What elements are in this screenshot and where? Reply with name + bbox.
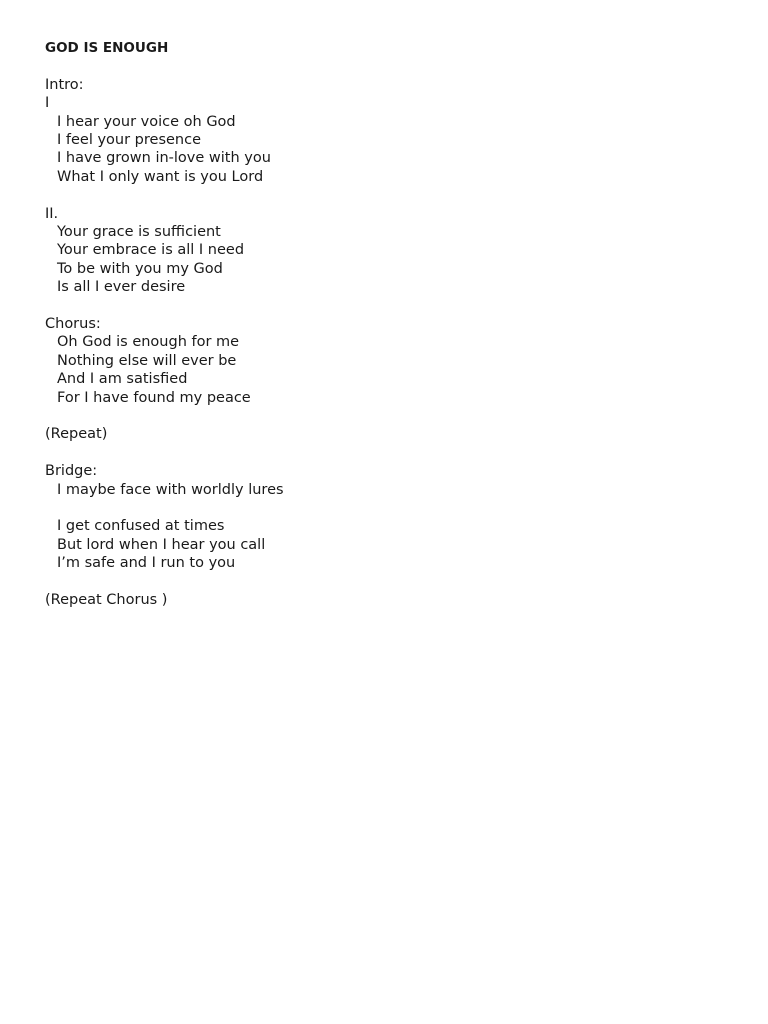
- intro-line: What I only want is you Lord: [57, 168, 264, 185]
- repeat-note: (Repeat): [45, 426, 108, 443]
- verse-two-line: Your grace is sufficient: [57, 224, 221, 241]
- document-title: GOD IS ENOUGH: [45, 40, 169, 56]
- repeat-section: [45, 425, 725, 443]
- intro-line: I feel your presence: [57, 132, 202, 149]
- verse-two-line: Is all I ever desire: [57, 279, 186, 296]
- verse-two-section: [45, 205, 725, 297]
- verse-two-line: To be with you my God: [57, 260, 223, 277]
- bridge-line: But lord when I hear you call: [57, 536, 266, 553]
- bridge-line: I get confused at times: [57, 518, 225, 535]
- lyrics-document: [45, 39, 725, 628]
- intro-heading: Intro:: [45, 76, 84, 93]
- intro-line: I have grown in-love with you: [57, 150, 271, 167]
- bridge-heading: Bridge:: [45, 463, 98, 480]
- verse-number-one: I: [45, 95, 50, 112]
- bridge-section: [45, 462, 725, 572]
- chorus-line: And I am satisfied: [57, 371, 188, 388]
- chorus-heading: Chorus:: [45, 316, 101, 333]
- intro-section: [45, 76, 725, 186]
- repeat-chorus-note: (Repeat Chorus ): [45, 592, 168, 609]
- bridge-line: I maybe face with worldly lures: [57, 481, 284, 498]
- verse-two-line: Your embrace is all I need: [57, 242, 245, 259]
- repeat-chorus-section: [45, 591, 725, 609]
- chorus-line: For I have found my peace: [57, 389, 251, 406]
- intro-line: I hear your voice oh God: [57, 113, 236, 130]
- bridge-line: I’m safe and I run to you: [57, 555, 236, 572]
- chorus-section: [45, 315, 725, 407]
- chorus-line: Oh God is enough for me: [57, 334, 240, 351]
- chorus-line: Nothing else will ever be: [57, 352, 237, 369]
- bridge-gap: [45, 499, 725, 517]
- verse-two-heading: II.: [45, 205, 59, 222]
